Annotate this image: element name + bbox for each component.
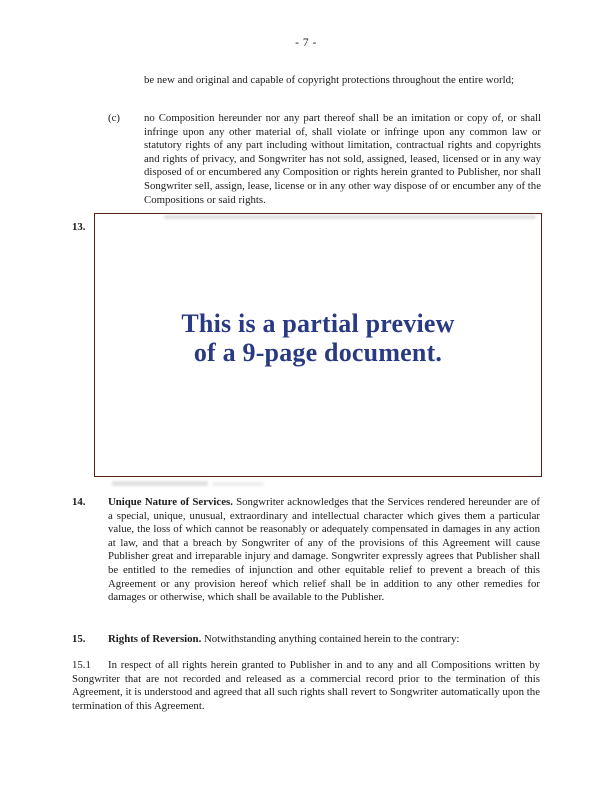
clause-c-label: (c) [108,112,120,124]
section-14-heading: Unique Nature of Services. [108,496,233,508]
clause-b-continuation: be new and original and capable of copyright protections throughout the entire world; [144,74,514,86]
clause-15-1-number: 15.1 [72,659,91,671]
section-13-number: 13. [72,221,86,233]
partial-preview-box [94,213,542,477]
clause-15-1-text: In respect of all rights herein granted to Publisher in and to any and all Compositions written by Songwriter that are not recorded and released as a commercial record prior to the termination of this Agreement, it is understood and agreed that all such rights shall revert to Songwriter automatically upon the termination of this Agreement. [72,659,540,712]
section-14-number: 14. [72,496,86,508]
faded-text-remnant [112,481,208,486]
section-15-body: Notwithstanding anything contained herein to the contrary: [203,633,460,645]
clause-15-1-paragraph [72,659,540,713]
faded-text-remnant [212,482,264,486]
page-number: - 7 - [295,37,317,49]
section-14-body: Songwriter acknowledges that the Services rendered hereunder are of a special, unique, unusual, extraordinary and intellectual character which gives them a particular value, the loss of which cannot be reasonably or adequately compensated in damages in any action at law, and that a breach by Songwriter of any of the provisions of this Agreement will cause Publisher great and irreparable injury and damage. Songwriter expressly agrees that Publisher shall be entitled to the remedies of injunction and other equitable relief to prevent a breach of this Agreement or any provision hereof which relief shall be in addition to any other remedies for damages or otherwise, which shall be available to the Publisher. [108,496,540,604]
section-14-paragraph [108,496,540,605]
partial-preview-notice [181,309,454,368]
clause-c-text: no Composition hereunder nor any part thereof shall be an imitation or copy of, or shall infringe upon any other material of, shall violate or infringe upon any common law or statutory rights of any part including without limitation, contractual rights and copyrights and rights of privacy, and Songwriter has not sold, assigned, leased, licensed or in any way disposed of or encumbered any Composition or rights herein granted to Publisher, nor shall Songwriter sell, assign, lease, license or in any other way dispose of or encumber any of the Compositions or said rights. [144,112,541,206]
section-15-number: 15. [72,633,86,645]
faded-text-remnant [164,215,536,219]
preview-notice-line1: This is a partial preview [181,308,455,338]
section-15-paragraph [108,633,540,647]
section-15-heading: Rights of Reversion. [108,633,202,645]
preview-notice-line2: of a 9-page document. [193,338,443,367]
